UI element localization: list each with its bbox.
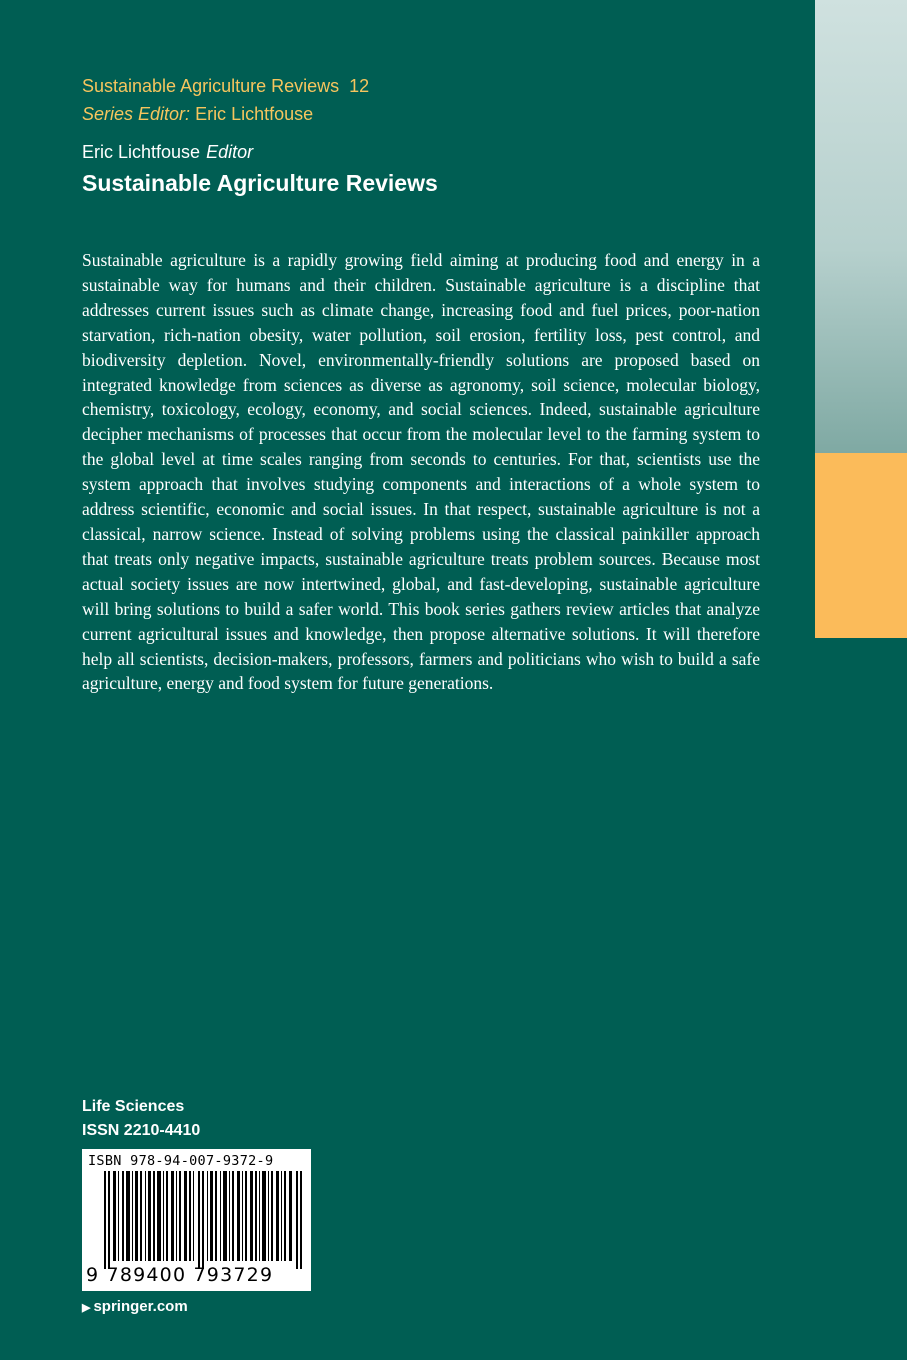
book-editor-line <box>82 142 253 163</box>
decorative-stripe-light <box>815 0 907 453</box>
isbn-label: ISBN 978-94-007-9372-9 <box>88 1153 274 1169</box>
issn-number: ISSN 2210-4410 <box>82 1122 201 1139</box>
springer-link[interactable] <box>82 1298 188 1315</box>
series-editor-label: Series Editor: <box>82 104 191 124</box>
decorative-stripe-orange <box>815 453 907 638</box>
subject-category: Life Sciences <box>82 1098 185 1115</box>
series-title-line <box>82 76 369 97</box>
series-editor-name: Eric Lichtfouse <box>195 104 314 124</box>
book-title: Sustainable Agriculture Reviews <box>82 170 438 196</box>
isbn-barcode <box>82 1149 311 1291</box>
barcode-bars-icon <box>104 1171 302 1269</box>
book-editor-role: Editor <box>206 142 254 162</box>
arrow-right-icon: ▶ <box>82 1302 91 1314</box>
barcode-digits: 9 789400 793729 <box>86 1264 274 1286</box>
book-description: Sustainable agriculture is a rapidly growing field aiming at producing food and energy in a sustainable way for humans and their children. Sustainable agriculture is a discipline that addresses current issues such as climate change, increasing food and fuel prices, poor-nation starvation, rich-nation obesity, water pollution, soil erosion, fertility loss, pest control, and biodiversity depletion. Novel, environmentally-friendly solutions are proposed based on integrated knowledge from sciences as diverse as agronomy, soil science, molecular biology, chemistry, toxicology, ecology, economy, and social sciences. Indeed, sustainable agriculture decipher mechanisms of processes that occur from the molecular level to the farming system to the global level at time scales ranging from seconds to centuries. For that, scientists use the system approach that involves studying components and interactions of a whole system to address scientific, economic and social issues. In that respect, sustainable agriculture is not a classical, narrow science. Instead of solving problems using the classical painkiller approach that treats only negative impacts, sustainable agriculture treats problem sources. Because most actual society issues are now intertwined, global, and fast-developing, sustainable agriculture will bring solutions to build a safer world. This book series gathers review articles that analyze current agricultural issues and knowledge, then propose alternative solutions. It will therefore help all scientists, decision-makers, professors, farmers and politicians who wish to build a safe agriculture, energy and food system for future generations. <box>82 250 760 694</box>
series-title: Sustainable Agriculture Reviews <box>82 76 340 96</box>
springer-website: springer.com <box>93 1298 188 1315</box>
series-volume: 12 <box>349 76 370 96</box>
book-editor-name: Eric Lichtfouse <box>82 142 201 162</box>
series-editor-line <box>82 104 313 125</box>
